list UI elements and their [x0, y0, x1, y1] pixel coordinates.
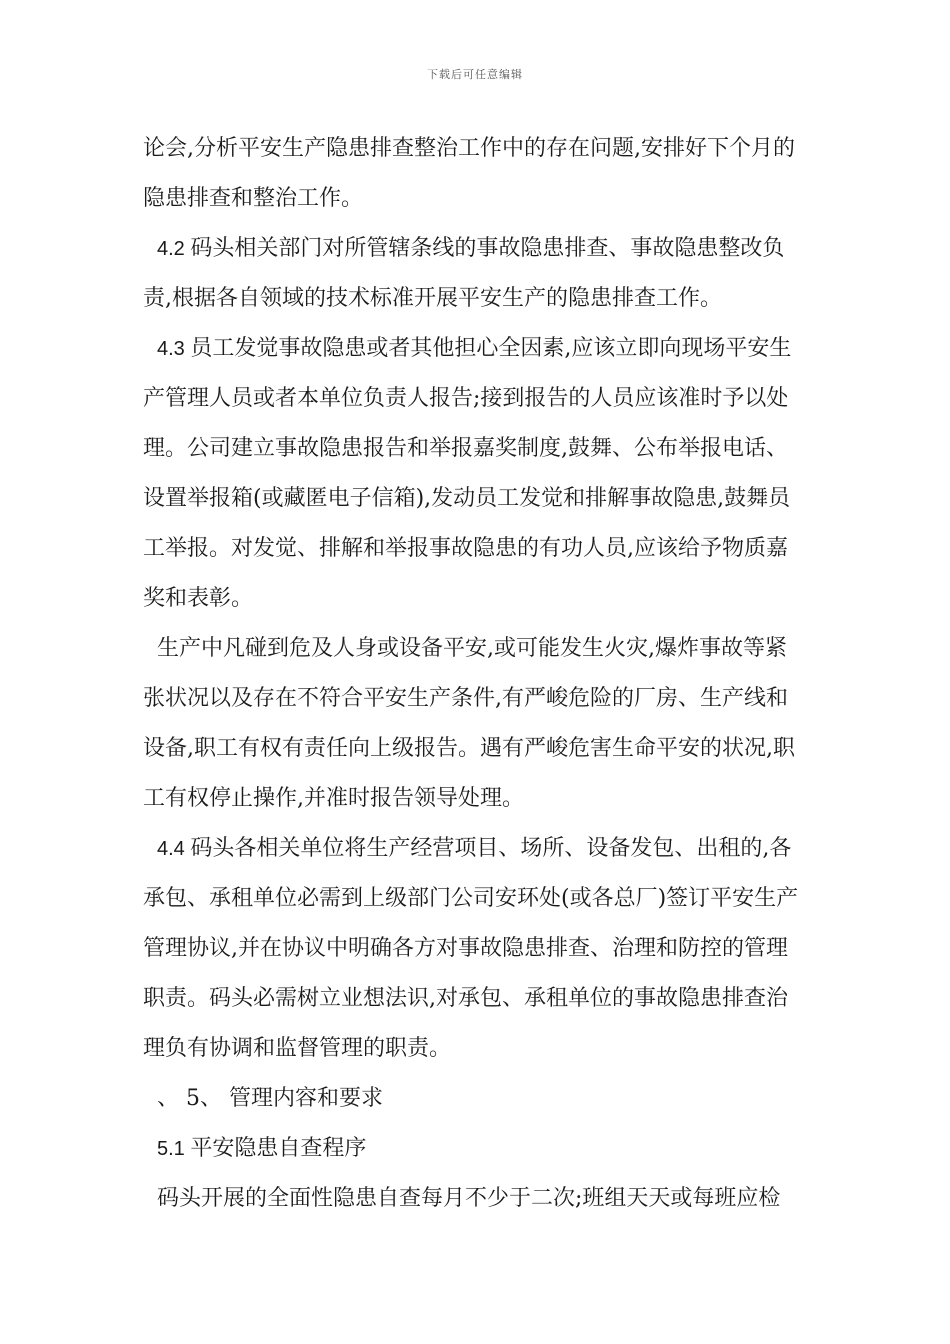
- line-text: 张状况以及存在不符合平安生产条件,有严峻危险的厂房、生产线和: [143, 686, 788, 711]
- text-line: [143, 1174, 811, 1224]
- line-text: 承包、承租单位必需到上级部门公司安环处(或各总厂)签订平安生产: [143, 886, 799, 911]
- text-line: [143, 924, 811, 974]
- line-text: 员工发觉事故隐患或者其他担心全因素,应该立即向现场平安生: [190, 336, 792, 361]
- line-text: 隐患排查和整治工作。: [143, 186, 364, 211]
- line-text: 工有权停止操作,并准时报告领导处理。: [143, 786, 524, 811]
- text-line: [143, 174, 811, 224]
- text-line: [143, 574, 811, 624]
- text-line: [143, 974, 811, 1024]
- text-line: [143, 774, 811, 824]
- line-text: 责,根据各自领域的技术标准开展平安生产的隐患排查工作。: [143, 286, 722, 311]
- section-number: 5.1: [157, 1138, 191, 1160]
- text-line: [143, 124, 811, 174]
- text-line: [143, 1024, 811, 1074]
- text-line: [143, 674, 811, 724]
- line-text: 码头各相关单位将生产经营项目、场所、设备发包、出租的,各: [190, 836, 792, 861]
- text-line: [143, 724, 811, 774]
- text-line: [143, 474, 811, 524]
- text-line: [143, 274, 811, 324]
- subsection-heading: [143, 1124, 811, 1174]
- text-line: [143, 224, 811, 274]
- section-number: 4.4: [157, 838, 191, 860]
- line-text: 产管理人员或者本单位负责人报告;接到报告的人员应该准时予以处: [143, 386, 789, 411]
- section-number: 4.3: [157, 338, 191, 360]
- line-text: 职责。码头必需树立业想法识,对承包、承租单位的事故隐患排查治: [143, 986, 788, 1011]
- document-body: [143, 124, 811, 1224]
- line-text: 理负有协调和监督管理的职责。: [143, 1036, 452, 1061]
- text-line: [143, 324, 811, 374]
- text-line: [143, 524, 811, 574]
- line-text: 设置举报箱(或藏匿电子信箱),发动员工发觉和排解事故隐患,鼓舞员: [143, 486, 791, 511]
- line-text: 管理协议,并在协议中明确各方对事故隐患排查、治理和防控的管理: [143, 936, 788, 961]
- section-number: 4.2: [157, 238, 191, 260]
- line-text: 设备,职工有权有责任向上级报告。遇有严峻危害生命平安的状况,职: [143, 736, 795, 761]
- text-line: [143, 624, 811, 674]
- line-text: 理。公司建立事故隐患报告和举报嘉奖制度,鼓舞、公布举报电话、: [143, 436, 788, 461]
- text-line: [143, 824, 811, 874]
- line-text: 论会,分析平安生产隐患排查整治工作中的存在问题,安排好下个月的: [143, 136, 795, 161]
- line-text: 生产中凡碰到危及人身或设备平安,或可能发生火灾,爆炸事故等紧: [157, 636, 787, 661]
- text-line: [143, 424, 811, 474]
- line-text: 码头相关部门对所管辖条线的事故隐患排查、事故隐患整改负: [190, 236, 785, 261]
- text-line: [143, 374, 811, 424]
- section-heading: [143, 1074, 811, 1124]
- line-text: 工举报。对发觉、排解和举报事故隐患的有功人员,应该给予物质嘉: [143, 536, 788, 561]
- line-text: 奖和表彰。: [143, 586, 254, 611]
- line-text: 码头开展的全面性隐患自查每月不少于二次;班组天天或每班应检: [157, 1186, 781, 1211]
- page-header: 下载后可任意编辑: [427, 68, 523, 81]
- line-text: 平安隐患自查程序: [190, 1136, 367, 1161]
- line-text: 、 5、 管理内容和要求: [157, 1086, 383, 1111]
- text-line: [143, 874, 811, 924]
